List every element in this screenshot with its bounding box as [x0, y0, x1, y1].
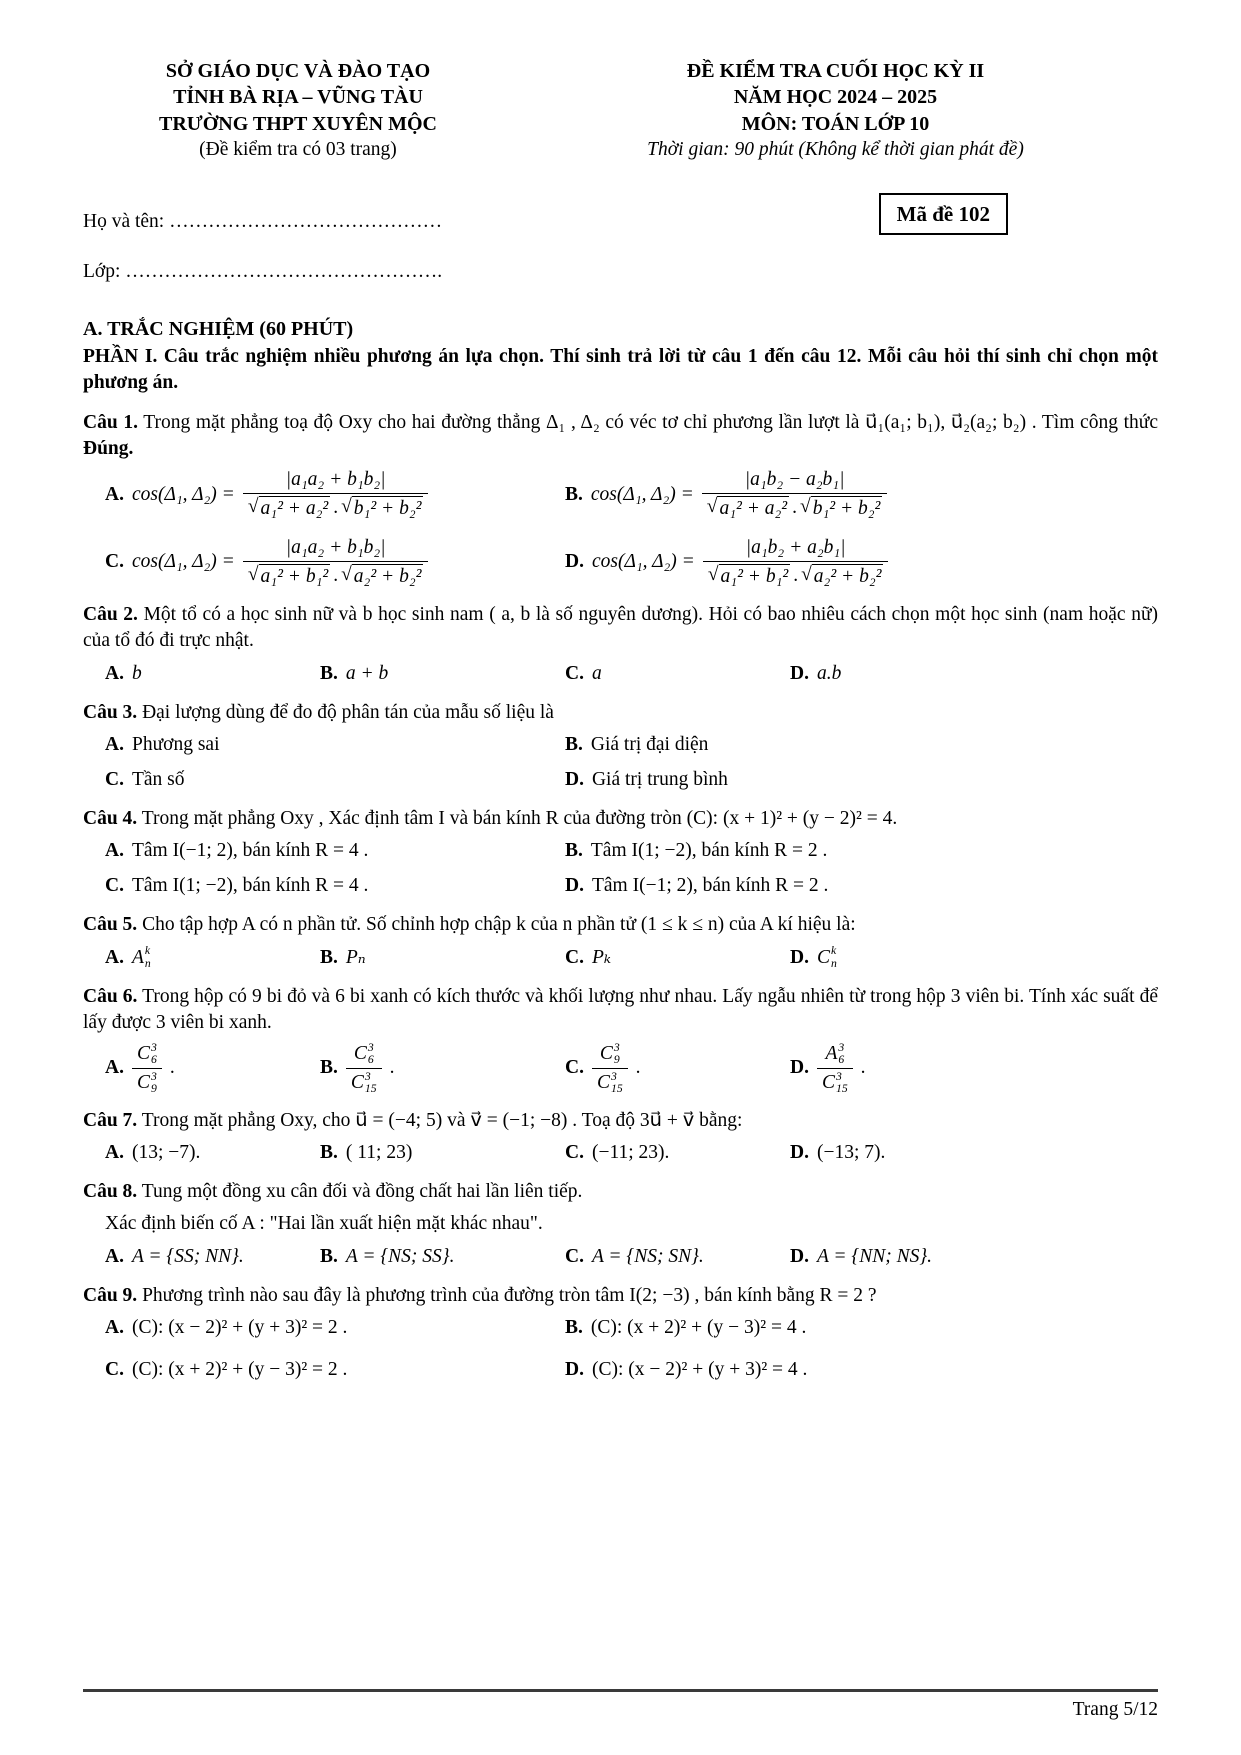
options — [83, 1042, 1158, 1095]
sqrt-term — [341, 564, 423, 589]
fraction — [817, 1042, 853, 1095]
superscript: 3 — [610, 1069, 617, 1083]
sqrt-term — [801, 564, 883, 589]
symbol-base: A — [131, 946, 144, 968]
option-label: C. — [565, 1245, 584, 1267]
option-label: D. — [565, 1358, 584, 1380]
exam-title: ĐỀ KIỂM TRA CUỐI HỌC KỲ II — [686, 60, 985, 82]
school-block — [83, 58, 513, 163]
multiply-dot: . — [792, 497, 798, 519]
option-label: A. — [105, 840, 124, 862]
option-label: D. — [790, 662, 809, 684]
radical-sign: √ — [801, 563, 812, 585]
question-body: Trong mặt phẳng Oxy , Xác định tâm I và bán kính R của đường tròn (C): (x + 1)² + (y − 2)² = 4. — [141, 808, 898, 830]
name-row — [83, 193, 1158, 235]
radical-sign: √ — [341, 496, 352, 518]
option-a — [105, 732, 565, 758]
fraction-denominator — [702, 493, 888, 521]
radicand: a₁² + b₁² — [719, 564, 791, 589]
option-text: Tâm I(−1; 2), bán kính R = 2 . — [591, 875, 829, 897]
option-d — [790, 1042, 1158, 1095]
scripts — [614, 1042, 620, 1067]
option-label: C. — [565, 946, 584, 968]
option-label: B. — [320, 1057, 338, 1079]
option-text: (13; −7). — [131, 1142, 201, 1164]
radical-sign: √ — [341, 563, 352, 585]
option-d — [790, 1140, 1158, 1166]
question-number: Câu 5. — [83, 914, 138, 936]
option-b — [565, 732, 1158, 758]
option-suffix: . — [635, 1057, 641, 1079]
superscript: 3 — [364, 1069, 371, 1083]
question-1 — [83, 410, 1158, 590]
question-text — [83, 806, 1158, 832]
options — [83, 1315, 1158, 1383]
question-bold-word: Đúng. — [83, 437, 134, 459]
option-label: C. — [565, 1057, 584, 1079]
exam-title-block — [513, 58, 1158, 163]
subscript: 6 — [150, 1053, 157, 1067]
options — [83, 1140, 1158, 1166]
fraction-denominator — [592, 1068, 628, 1096]
question-text — [83, 410, 1158, 462]
option-d — [565, 1357, 1158, 1383]
symbol-base: C — [350, 1071, 364, 1093]
option-text: A = {SS; NN}. — [131, 1245, 244, 1267]
question-number: Câu 3. — [83, 701, 138, 723]
option-label: C. — [105, 551, 124, 573]
subscript: 6 — [838, 1053, 845, 1067]
symbol-base: C — [596, 1071, 610, 1093]
radicand: b₁² + b₂² — [352, 496, 424, 521]
option-label: C. — [565, 1142, 584, 1164]
radical-sign: √ — [800, 496, 811, 518]
department-name: SỞ GIÁO DỤC VÀ ĐÀO TẠO — [165, 60, 431, 82]
radicand: a₂² + b₂² — [352, 564, 424, 589]
option-text: (C): (x + 2)² + (y − 3)² = 4 . — [590, 1316, 807, 1338]
option-label: A. — [105, 1057, 124, 1079]
superscript: 3 — [613, 1040, 620, 1054]
fraction — [702, 468, 888, 522]
options — [83, 1244, 1158, 1270]
question-text — [83, 984, 1158, 1036]
combination-symbol — [597, 1071, 623, 1096]
question-number: Câu 6. — [83, 985, 138, 1007]
fraction-denominator — [243, 493, 429, 521]
option-text: a.b — [816, 662, 842, 684]
scripts — [365, 1071, 377, 1096]
question-body: Một tổ có a học sinh nữ và b học sinh nam ( a, b là số nguyên dương). Hỏi có bao nhiêu cách chọn một học sinh (nam hoặc nữ) của tổ đó đi trực nhật. — [83, 604, 1159, 652]
option-label: B. — [320, 946, 338, 968]
option-label: D. — [565, 551, 584, 573]
superscript: 3 — [835, 1069, 842, 1083]
subscript: 6 — [367, 1053, 374, 1067]
combination-symbol — [600, 1042, 620, 1067]
option-text: (C): (x + 2)² + (y − 3)² = 2 . — [131, 1358, 348, 1380]
symbol-base: A — [825, 1043, 838, 1065]
header — [83, 58, 1158, 163]
question-body: Trong mặt phẳng Oxy, cho u⃗ = (−4; 5) và v⃗ = (−1; −8) . Toạ độ 3u⃗ + v⃗ bằng: — [141, 1110, 743, 1132]
section-a-title: A. TRẮC NGHIỆM (60 PHÚT) — [83, 317, 354, 340]
options — [83, 468, 1158, 590]
page-number: Trang 5/12 — [1072, 1698, 1158, 1720]
option-text: b — [131, 662, 142, 684]
fraction-numerator: |a₁b₂ + a₂b₁| — [745, 536, 846, 558]
option-label: B. — [565, 733, 583, 755]
symbol-base: C — [599, 1043, 613, 1065]
superscript: k — [144, 944, 151, 958]
options — [83, 945, 1158, 971]
question-text — [83, 912, 1158, 938]
option-b — [565, 1315, 1158, 1341]
symbol-base: C — [136, 1071, 150, 1093]
option-label: D. — [565, 768, 584, 790]
question-text — [83, 1179, 1158, 1205]
fraction-numerator: |a₁a₂ + b₁b₂| — [285, 468, 386, 490]
combination-symbol — [354, 1042, 374, 1067]
option-c — [105, 536, 565, 590]
multiply-dot: . — [793, 564, 799, 586]
option-label: C. — [565, 662, 584, 684]
option-d — [790, 945, 1158, 971]
option-text: (−13; 7). — [816, 1142, 886, 1164]
option-label: A. — [105, 1316, 124, 1338]
multiply-dot: . — [333, 497, 339, 519]
fraction-denominator — [346, 1068, 382, 1096]
option-c — [565, 1244, 790, 1270]
question-text-line2: Xác định biến cố A : "Hai lần xuất hiện mặt khác nhau". — [105, 1213, 543, 1235]
option-text: (C): (x − 2)² + (y + 3)² = 2 . — [131, 1316, 348, 1338]
option-c — [565, 661, 790, 687]
option-label: B. — [565, 1316, 583, 1338]
question-text — [83, 700, 1158, 726]
combination-symbol — [817, 945, 837, 971]
radicand: a₁² + b₁² — [259, 564, 331, 589]
options — [83, 732, 1158, 793]
scripts — [145, 945, 151, 970]
option-a — [105, 945, 320, 971]
question-number: Câu 8. — [83, 1181, 138, 1203]
option-c — [105, 873, 565, 899]
question-text — [83, 1283, 1158, 1309]
part1-intro: PHẦN I. Câu trắc nghiệm nhiều phương án lựa chọn. Thí sinh trả lời từ câu 1 đến câu 12. Mỗi câu hỏi thí sinh chỉ chọn một phương án. — [83, 346, 1158, 394]
option-lhs: cos(Δ₁, Δ₂) = — [590, 483, 694, 505]
option-text: Phương sai — [131, 733, 220, 755]
option-label: A. — [105, 733, 124, 755]
multiply-dot: . — [333, 564, 339, 586]
subscript: n — [144, 956, 151, 970]
question-text — [83, 1108, 1158, 1134]
option-suffix: . — [389, 1057, 395, 1079]
option-label: B. — [565, 840, 583, 862]
option-label: A. — [105, 1142, 124, 1164]
symbol-base: C — [136, 1043, 150, 1065]
fraction — [132, 1042, 162, 1095]
question-body: Phương trình nào sau đây là phương trình của đường tròn tâm I(2; −3) , bán kính bằng R = 2 ? — [142, 1284, 877, 1306]
option-label: D. — [790, 1245, 809, 1267]
scripts — [611, 1071, 623, 1096]
option-b — [320, 1140, 565, 1166]
scripts — [151, 1042, 157, 1067]
arrangement-symbol — [132, 945, 151, 971]
symbol-base: C — [816, 946, 830, 968]
scripts — [151, 1071, 157, 1096]
question-body: Trong mặt phẳng toạ độ Oxy cho hai đường thẳng Δ₁ , Δ₂ có véc tơ chỉ phương lần lượt là u⃗₁(a₁; b₁), u⃗₂(a₂; b₂) . Tìm công thức — [143, 411, 1158, 433]
student-name-line: Họ và tên: …………………………………… — [83, 211, 443, 233]
superscript: k — [830, 944, 837, 958]
option-label: D. — [790, 946, 809, 968]
question-5 — [83, 912, 1158, 970]
question-number: Câu 4. — [83, 808, 138, 830]
question-number: Câu 7. — [83, 1110, 138, 1132]
option-d — [565, 873, 1158, 899]
scripts — [831, 945, 837, 970]
fraction — [703, 536, 889, 590]
question-text — [83, 602, 1158, 654]
option-text: Tâm I(1; −2), bán kính R = 2 . — [590, 840, 828, 862]
combination-symbol — [351, 1071, 377, 1096]
pages-note: (Đề kiểm tra có 03 trang) — [199, 139, 397, 161]
fraction-numerator — [349, 1042, 379, 1068]
question-2 — [83, 602, 1158, 686]
option-c — [565, 945, 790, 971]
option-label: C. — [105, 1358, 124, 1380]
fraction — [346, 1042, 382, 1095]
option-a — [105, 468, 565, 522]
question-3 — [83, 700, 1158, 793]
combination-symbol — [137, 1042, 157, 1067]
sqrt-term — [341, 496, 423, 521]
option-label: A. — [105, 946, 124, 968]
question-9 — [83, 1283, 1158, 1383]
fraction-numerator — [132, 1042, 162, 1068]
fraction-numerator — [595, 1042, 625, 1068]
option-text: a — [591, 662, 602, 684]
option-text: a + b — [345, 662, 389, 684]
option-text: A = {NS; SS}. — [345, 1245, 455, 1267]
superscript: 3 — [150, 1069, 157, 1083]
question-body: Tung một đồng xu cân đối và đồng chất hai lần liên tiếp. — [141, 1181, 583, 1203]
fraction-denominator — [132, 1068, 162, 1096]
option-text: (C): (x − 2)² + (y + 3)² = 4 . — [591, 1358, 808, 1380]
option-c — [105, 767, 565, 793]
fraction — [243, 536, 429, 590]
scripts — [368, 1042, 374, 1067]
option-d — [565, 536, 1158, 590]
question-4 — [83, 806, 1158, 899]
fraction-numerator: |a₁a₂ + b₁b₂| — [285, 536, 386, 558]
option-label: B. — [320, 1142, 338, 1164]
school-year: NĂM HỌC 2024 – 2025 — [733, 86, 938, 109]
option-suffix: . — [169, 1057, 175, 1079]
option-label: A. — [105, 483, 124, 505]
option-c — [565, 1140, 790, 1166]
option-label: B. — [320, 662, 338, 684]
option-d — [790, 1244, 1158, 1270]
scripts — [836, 1071, 848, 1096]
superscript: 3 — [838, 1040, 845, 1054]
student-class-line: Lớp: …………………………………………. — [83, 261, 443, 283]
option-a — [105, 1244, 320, 1270]
fraction — [243, 468, 429, 522]
fraction — [592, 1042, 628, 1095]
option-a — [105, 1140, 320, 1166]
option-text: Tâm I(−1; 2), bán kính R = 4 . — [131, 840, 369, 862]
fraction-numerator: |a₁b₂ − a₂b₁| — [744, 468, 845, 490]
option-label: B. — [565, 483, 583, 505]
question-body: Đại lượng dùng để đo độ phân tán của mẫu số liệu là — [142, 701, 554, 723]
option-label: D. — [790, 1057, 809, 1079]
option-text: A = {NS; SN}. — [591, 1245, 704, 1267]
duration-note: Thời gian: 90 phút (Không kể thời gian phát đề) — [647, 139, 1024, 161]
radical-sign: √ — [706, 496, 718, 518]
combination-symbol — [137, 1071, 157, 1096]
superscript: 3 — [367, 1040, 374, 1054]
question-body: Trong hộp có 9 bi đỏ và 6 bi xanh có kích thước và khối lượng như nhau. Lấy ngẫu nhiên từ trong hộp 3 viên bi. Tính xác suất để lấy được 3 viên bi xanh. — [83, 985, 1158, 1033]
radicand: a₁² + a₂² — [259, 496, 331, 521]
fraction-numerator — [820, 1042, 849, 1068]
subscript: 9 — [150, 1081, 157, 1095]
option-a — [105, 838, 565, 864]
option-lhs: cos(Δ₁, Δ₂) = — [131, 551, 235, 573]
option-label: C. — [105, 768, 124, 790]
sqrt-term — [800, 496, 882, 521]
option-b — [565, 468, 1158, 522]
question-body: Cho tập hợp A có n phần tử. Số chỉnh hợp chập k của n phần tử (1 ≤ k ≤ n) của A kí hiệu là: — [142, 914, 856, 936]
fraction-denominator — [817, 1068, 853, 1096]
symbol-base: C — [821, 1071, 835, 1093]
province-name: TỈNH BÀ RỊA – VŨNG TÀU — [173, 86, 423, 109]
options — [83, 661, 1158, 687]
option-d — [565, 767, 1158, 793]
option-a — [105, 1315, 565, 1341]
radical-sign: √ — [247, 496, 259, 518]
superscript: 3 — [150, 1040, 157, 1054]
subscript: 9 — [613, 1053, 620, 1067]
fraction-denominator — [243, 561, 429, 589]
sqrt-term — [248, 564, 330, 589]
option-text: Pₖ — [591, 946, 611, 968]
fraction-denominator — [703, 561, 889, 589]
option-lhs: cos(Δ₁, Δ₂) = — [131, 483, 235, 505]
option-b — [320, 1244, 565, 1270]
question-number: Câu 9. — [83, 1284, 138, 1306]
subject-line: MÔN: TOÁN LỚP 10 — [741, 112, 930, 135]
subscript: 15 — [835, 1081, 848, 1095]
option-d — [790, 661, 1158, 687]
subscript: n — [830, 956, 837, 970]
question-number: Câu 1. — [83, 411, 138, 433]
option-b — [320, 1042, 565, 1095]
page-footer — [83, 1689, 1158, 1723]
option-text: Tần số — [131, 768, 185, 790]
option-c — [105, 1357, 565, 1383]
radicand: b₁² + b₂² — [811, 496, 883, 521]
option-b — [320, 661, 565, 687]
question-number: Câu 2. — [83, 604, 138, 626]
option-label: C. — [105, 875, 124, 897]
option-a — [105, 661, 320, 687]
arrangement-symbol — [825, 1042, 844, 1067]
option-text: A = {NN; NS}. — [816, 1245, 933, 1267]
option-label: A. — [105, 662, 124, 684]
option-text: Giá trị trung bình — [591, 768, 728, 790]
option-text: (−11; 23). — [591, 1142, 670, 1164]
sqrt-term — [708, 564, 790, 589]
scripts — [838, 1042, 844, 1067]
option-label: B. — [320, 1245, 338, 1267]
option-a — [105, 1042, 320, 1095]
question-8 — [83, 1179, 1158, 1269]
option-suffix: . — [860, 1057, 866, 1079]
option-lhs: cos(Δ₁, Δ₂) = — [591, 551, 695, 573]
radical-sign: √ — [707, 563, 719, 585]
radical-sign: √ — [247, 563, 259, 585]
radicand: a₁² + a₂² — [717, 496, 789, 521]
option-label: A. — [105, 1245, 124, 1267]
school-name: TRƯỜNG THPT XUYÊN MỘC — [159, 112, 437, 135]
option-text: Pₙ — [345, 946, 366, 968]
option-text: Tâm I(1; −2), bán kính R = 4 . — [131, 875, 369, 897]
option-label: D. — [790, 1142, 809, 1164]
options — [83, 838, 1158, 899]
sqrt-term — [248, 496, 330, 521]
option-text: Giá trị đại diện — [590, 733, 709, 755]
radicand: a₂² + b₂² — [812, 564, 884, 589]
exam-code-box: Mã đề 102 — [879, 193, 1008, 235]
subscript: 15 — [610, 1081, 623, 1095]
combination-symbol — [822, 1071, 848, 1096]
option-c — [565, 1042, 790, 1095]
option-b — [320, 945, 565, 971]
symbol-base: C — [353, 1043, 367, 1065]
question-7 — [83, 1108, 1158, 1166]
question-6 — [83, 984, 1158, 1095]
subscript: 15 — [364, 1081, 377, 1095]
option-text: ( 11; 23) — [345, 1142, 413, 1164]
sqrt-term — [707, 496, 789, 521]
option-label: D. — [565, 875, 584, 897]
option-b — [565, 838, 1158, 864]
